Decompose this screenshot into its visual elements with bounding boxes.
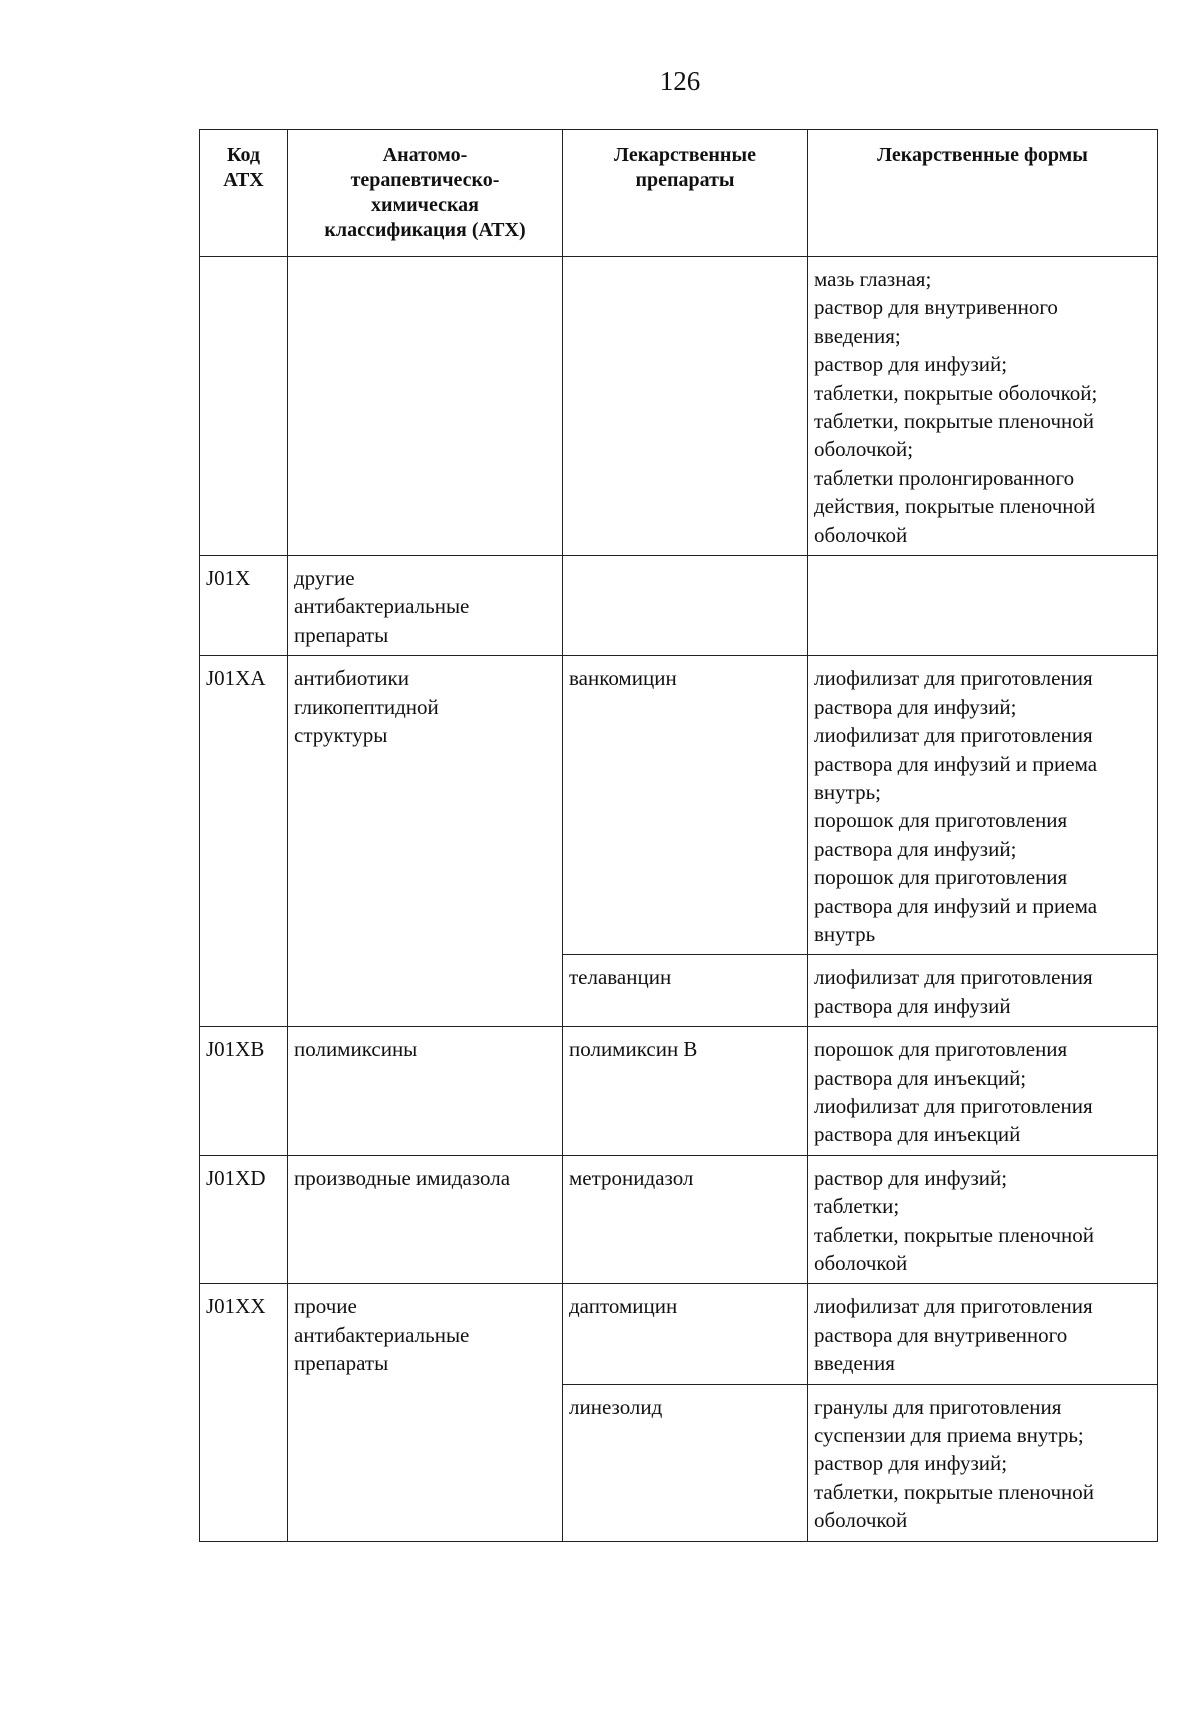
dosage-form-line: таблетки, покрытые оболочкой; [814, 380, 1098, 405]
atx-code: J01X [206, 566, 251, 591]
dosage-form-line: оболочкой [814, 1251, 908, 1275]
atx-classification-cell [288, 1027, 563, 1156]
drug-cell [563, 257, 808, 556]
table-row [200, 1284, 1158, 1384]
atx-code-cell [200, 656, 288, 1027]
classification-line: прочие [294, 1294, 357, 1319]
atx-code: J01XA [206, 666, 266, 691]
dosage-forms-cell [808, 1027, 1158, 1156]
dosage-forms-cell [808, 1384, 1158, 1541]
drug-cell [563, 656, 808, 955]
header-line: АТХ [223, 169, 264, 191]
table-row [200, 656, 1158, 955]
dosage-form-line: раствора для инфузий и приема [814, 751, 1098, 776]
classification-line: антибактериальные [294, 1322, 470, 1347]
dosage-form-line: внутрь; [814, 779, 881, 804]
classification-line: производные имидазола [294, 1165, 511, 1190]
atx-code: J01XD [206, 1165, 266, 1190]
header-line: терапевтическо- [350, 169, 500, 191]
header-atx-classification [288, 130, 563, 257]
header-line: химическая [371, 194, 479, 216]
dosage-form-line: раствора для инфузий [814, 993, 1011, 1018]
dosage-form-line: раствора для инфузий и приема [814, 893, 1098, 918]
atx-classification-cell [288, 1284, 563, 1541]
dosage-form-line: лиофилизат для приготовления [814, 666, 1093, 691]
drug-name: даптомицин [569, 1294, 678, 1319]
classification-line: препараты [294, 1351, 389, 1376]
dosage-forms-cell [808, 1284, 1158, 1384]
table-body [200, 257, 1158, 1542]
dosage-form-line: лиофилизат для приготовления [814, 1294, 1093, 1319]
dosage-form-line: введения [814, 1351, 895, 1376]
dosage-forms-cell [808, 656, 1158, 955]
dosage-form-line: раствора для инфузий; [814, 836, 1017, 861]
atx-classification-cell [288, 656, 563, 1027]
dosage-form-line: введения; [814, 323, 901, 348]
drug-name: метронидазол [569, 1165, 694, 1190]
drug-cell [563, 1384, 808, 1541]
drug-name: телаванцин [569, 965, 672, 990]
atx-code: J01XX [206, 1294, 266, 1319]
atx-code-cell [200, 1284, 288, 1541]
dosage-form-line: раствора для внутривенного [814, 1322, 1068, 1347]
dosage-form-line: суспензии для приема внутрь; [814, 1423, 1084, 1448]
drug-cell [563, 1284, 808, 1384]
drug-name: линезолид [569, 1394, 663, 1419]
dosage-form-line: порошок для приготовления [814, 1037, 1068, 1062]
table-row [200, 1027, 1158, 1156]
dosage-form-line: оболочкой [814, 522, 908, 547]
dosage-forms-cell [808, 257, 1158, 556]
dosage-form-line: порошок для приготовления [814, 808, 1068, 833]
atx-code-cell [200, 1155, 288, 1284]
dosage-form-line: раствор для инфузий; [814, 1451, 1008, 1476]
dosage-form-line: лиофилизат для приготовления [814, 965, 1093, 990]
dosage-form-line: таблетки, покрытые пленочной [814, 1222, 1095, 1247]
atx-code: J01XB [206, 1037, 265, 1062]
header-line: Лекарственные [614, 144, 756, 166]
classification-line: полимиксины [294, 1037, 418, 1062]
classification-line: антибактериальные [294, 594, 470, 619]
dosage-form-line: лиофилизат для приготовления [814, 1093, 1093, 1118]
drug-name: ванкомицин [569, 666, 677, 691]
classification-line: другие [294, 566, 355, 591]
header-drugs [563, 130, 808, 257]
dosage-form-line: раствор для внутривенного [814, 295, 1058, 320]
table-row [200, 1155, 1158, 1284]
table-row [200, 556, 1158, 656]
page-number: 126 [659, 66, 701, 96]
table-header [200, 130, 1158, 257]
classification-line: препараты [294, 622, 389, 647]
dosage-form-line: оболочкой [814, 1508, 908, 1533]
atx-classification-cell [288, 556, 563, 656]
dosage-form-line: таблетки, покрытые пленочной [814, 409, 1095, 434]
dosage-form-line: оболочкой; [814, 437, 914, 462]
dosage-form-line: действия, покрытые пленочной [814, 494, 1096, 519]
header-line: Лекарственные формы [877, 144, 1088, 166]
header-line: Анатомо- [382, 144, 468, 166]
dosage-form-line: раствора для инъекций; [814, 1065, 1027, 1090]
atx-classification-cell [288, 257, 563, 556]
header-row [200, 130, 1158, 257]
atx-code-cell [200, 1027, 288, 1156]
atx-code-cell [200, 556, 288, 656]
classification-line: антибиотики [294, 666, 409, 691]
drug-cell [563, 556, 808, 656]
classification-line: гликопептидной [294, 694, 439, 719]
dosage-form-line: раствор для инфузий; [814, 352, 1008, 377]
dosage-form-line: раствора для инъекций [814, 1122, 1021, 1147]
dosage-forms-cell [808, 955, 1158, 1027]
drug-name: полимиксин В [569, 1037, 698, 1062]
header-line: Код [226, 144, 261, 166]
classification-line: структуры [294, 723, 388, 748]
dosage-forms-cell [808, 1155, 1158, 1284]
atx-code-cell [200, 257, 288, 556]
dosage-form-line: внутрь [814, 921, 876, 946]
dosage-form-line: мазь глазная; [814, 267, 932, 291]
drug-cell [563, 1027, 808, 1156]
header-dosage-forms [808, 130, 1158, 257]
dosage-form-line: раствора для инфузий; [814, 694, 1017, 719]
dosage-form-line: раствор для инфузий; [814, 1165, 1008, 1190]
dosage-form-line: таблетки, покрытые пленочной [814, 1479, 1095, 1504]
header-atx-code [200, 130, 288, 257]
dosage-form-line: таблетки; [814, 1194, 900, 1219]
drug-cell [563, 1155, 808, 1284]
dosage-form-line: гранулы для приготовления [814, 1394, 1062, 1419]
drug-cell [563, 955, 808, 1027]
dosage-form-line: порошок для приготовления [814, 865, 1068, 890]
atx-classification-cell [288, 1155, 563, 1284]
header-line: препараты [635, 169, 735, 191]
atx-table [199, 129, 1158, 1542]
dosage-form-line: лиофилизат для приготовления [814, 723, 1093, 748]
table-row [200, 257, 1158, 556]
dosage-forms-cell [808, 556, 1158, 656]
dosage-form-line: таблетки пролонгированного [814, 465, 1075, 490]
header-line: классификация (АТХ) [324, 219, 526, 241]
